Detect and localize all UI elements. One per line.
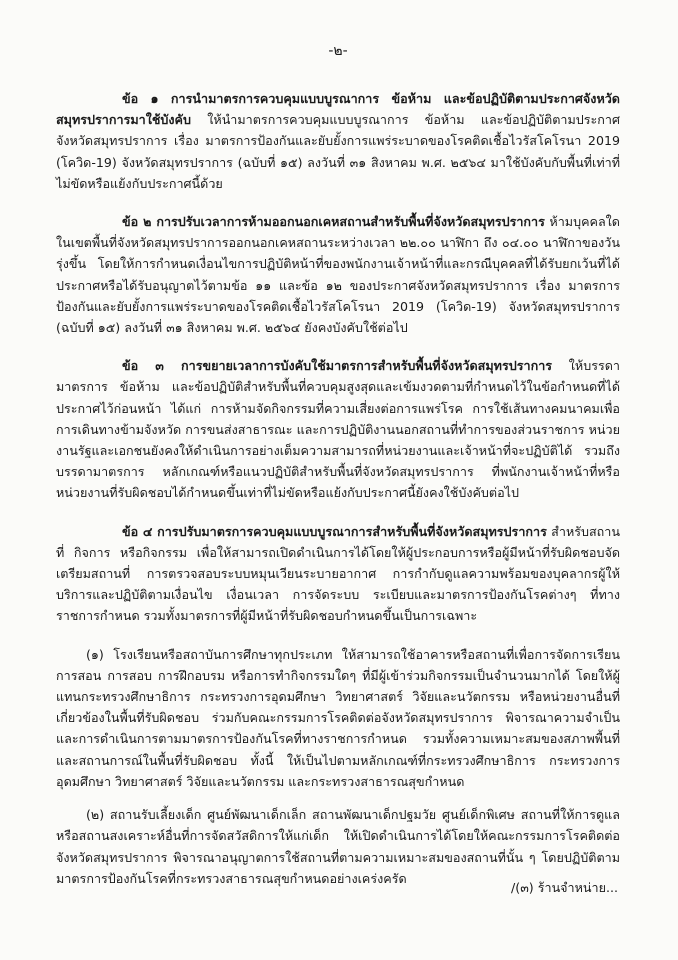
clause-2-body: ห้ามบุคคลใดในเขตพื้นที่จังหวัดสมุทรปราการออกนอกเคหสถานระหว่างเวลา ๒๒.๐๐ นาฬิกา ถึง ๐๔.๐๐ นาฬิกาของวันรุ่งขึ้น โดยให้การกำหนดเงื่อนไขการปฏิบัติหน้าที่ของพนักงานเจ้าหน้าที่และกรณีบุคคลที่ได้รับยกเว้นที่ได้ประกาศหรือได้รับอนุญาตไว้ตามข้อ ๑๑ และข้อ ๑๒ ของประกาศจังหวัดสมุทรปราการ เรื่อง มาตรการป้องกันและยับยั้งการแพร่ระบาดของโรคติดเชื้อไวรัสโคโรนา 2019 (โควิด-19) จังหวัดสมุทรปราการ (ฉบับที่ ๑๕) ลงวันที่ ๓๑ สิงหาคม พ.ศ. ๒๕๖๔ ยังคงบังคับใช้ต่อไป xyxy=(56,214,620,336)
clause-4 xyxy=(56,521,620,627)
clause-3 xyxy=(56,355,620,503)
clause-1-body: ให้นำมาตรการควบคุมแบบบูรณาการ ข้อห้าม และข้อปฏิบัติตามประกาศจังหวัดสมุทรปราการ เรื่อง มาตรการป้องกันและยับยั้งการแพร่ระบาดของโรคติดเชื้อไวรัสโคโรนา 2019 (โควิด-19) จังหวัดสมุทรปราการ (ฉบับที่ ๑๕) ลงวันที่ ๓๑ สิงหาคม พ.ศ. ๒๕๖๔ มาใช้บังคับกับพื้นที่เท่าที่ไม่ขัดหรือแย้งกับประกาศนี้ด้วย xyxy=(56,112,620,191)
clause-3-body: ให้บรรดามาตรการ ข้อห้าม และข้อปฏิบัติสำหรับพื้นที่ควบคุมสูงสุดและเข้มงวดตามที่กำหนดไว้ในข้อกำหนดที่ได้ประกาศไว้ก่อนหน้า ได้แก่ การห้ามจัดกิจกรรมที่ความเสี่ยงต่อการแพร่โรค การใช้เส้นทางคมนาคมเพื่อการเดินทางข้ามจังหวัด การขนส่งสาธารณะ และการปฏิบัติงานนอกสถานที่ทำการของส่วนราชการ หน่วยงานรัฐและเอกชนยังคงให้ดำเนินการอย่างเต็มความสามารถที่หน่วยงานและเจ้าหน้าที่จะปฏิบัติได้ รวมถึงบรรดามาตรการ หลักเกณฑ์หรือแนวปฏิบัติสำหรับพื้นที่จังหวัดสมุทรปราการ ที่พนักงานเจ้าหน้าที่หรือหน่วยงานที่รับผิดชอบได้กำหนดขึ้นเท่าที่ไม่ขัดหรือแย้งกับประกาศนี้ยังคงใช้บังคับต่อไป xyxy=(56,358,620,501)
sub-item-1-text: (๑) โรงเรียนหรือสถาบันการศึกษาทุกประเภท ให้สามารถใช้อาคารหรือสถานที่เพื่อการจัดการเรียนการสอน การสอบ การฝึกอบรม หรือการทำกิจกรรมใดๆ ที่มีผู้เข้าร่วมกิจกรรมเป็นจำนวนมากได้ โดยให้ผู้แทนกระทรวงศึกษาธิการ กระทรวงการอุดมศึกษา วิทยาศาสตร์ วิจัยและนวัตกรรม หรือหน่วยงานอื่นที่เกี่ยวข้องในพื้นที่รับผิดชอบ ร่วมกับคณะกรรมการโรคติดต่อจังหวัดสมุทรปราการ พิจารณาความจำเป็นและการดำเนินการตามมาตรการป้องกันโรคที่ทางราชการกำหนด รวมทั้งความเหมาะสมของสภาพพื้นที่และสถานการณ์ในพื้นที่รับผิดชอบ ทั้งนี้ ให้เป็นไปตามหลักเกณฑ์ที่กระทรวงศึกษาธิการ กระทรวงการอุดมศึกษา วิทยาศาสตร์ วิจัยและนวัตกรรม และกระทรวงสาธารณสุขกำหนด xyxy=(56,646,620,789)
clause-2-heading: ข้อ ๒ การปรับเวลาการห้ามออกนอกเคหสถานสำหรับพื้นที่จังหวัดสมุทรปราการ xyxy=(122,214,545,230)
clause-1-heading: ข้อ ๑ การนำมาตรการควบคุมแบบบูรณาการ ข้อห้าม และข้อปฏิบัติตามประกาศจังหวัดสมุทรปราการมาใช้บังคับ xyxy=(56,91,620,128)
clause-4-heading: ข้อ ๔ การปรับมาตรการควบคุมแบบบูรณาการสำหรับพื้นที่จังหวัดสมุทรปราการ xyxy=(122,523,547,539)
continuation-note: /(๓) ร้านจำหน่าย... xyxy=(511,880,618,895)
clause-1 xyxy=(56,88,620,194)
clause-4-body: สำหรับสถานที่ กิจการ หรือกิจกรรม เพื่อให้สามารถเปิดดำเนินการได้โดยให้ผู้ประกอบการหรือผู้มีหน้าที่รับผิดชอบจัดเตรียมสถานที่ การตรวจสอบระบบหมุนเวียนระบายอากาศ การกำกับดูแลความพร้อมของบุคลากรผู้ให้บริการและปฏิบัติตามเงื่อนไข เงื่อนเวลา การจัดระบบ ระเบียบและมาตรการป้องกันโรคต่างๆ ที่ทางราชการกำหนด รวมทั้งมาตรการที่ผู้มีหน้าที่รับผิดชอบกำหนดขึ้นเป็นการเฉพาะ xyxy=(56,523,620,624)
page-number: -๒- xyxy=(328,43,348,59)
sub-item-2-text: (๒) สถานรับเลี้ยงเด็ก ศูนย์พัฒนาเด็กเล็ก สถานพัฒนาเด็กปฐมวัย ศูนย์เด็กพิเศษ สถานที่ให้การดูแลหรือสถานสงเคราะห์อื่นที่การจัดสวัสดิการให้แก่เด็ก ให้เปิดดำเนินการได้โดยให้คณะกรรมการโรคติดต่อจังหวัดสมุทรปราการ พิจารณาอนุญาตการใช้สถานที่ตามความเหมาะสมของสถานที่นั้น ๆ โดยปฏิบัติตามมาตรการป้องกันโรคที่กระทรวงสาธารณสุขกำหนดอย่างเคร่งครัด xyxy=(56,807,620,886)
sub-item-2 xyxy=(56,804,620,889)
clause-3-heading: ข้อ ๓ การขยายเวลาการบังคับใช้มาตรการสำหรับพื้นที่จังหวัดสมุทรปราการ xyxy=(122,358,553,374)
clause-2 xyxy=(56,211,620,338)
sub-item-1 xyxy=(56,644,620,792)
